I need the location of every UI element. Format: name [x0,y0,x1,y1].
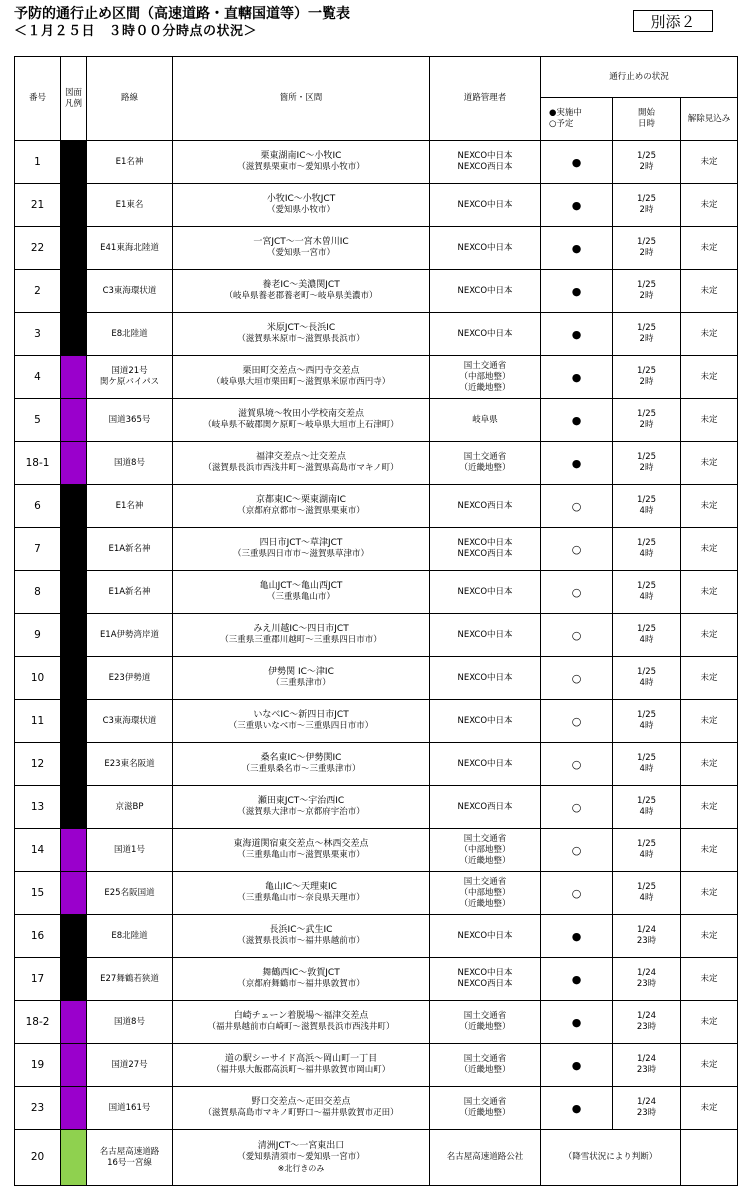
section-name: 清洲JCT～一宮東出口 [257,1141,345,1151]
legend-swatch-black [61,915,87,958]
start-datetime: 1/24 23時 [613,1087,681,1130]
row-number: 22 [15,227,61,270]
section-cell [173,657,430,700]
status-mark: ● [541,1087,613,1130]
road-manager: NEXCO中日本 [430,614,541,657]
table-row [15,485,738,528]
road-manager: 国土交通省 （近畿地整） [430,1087,541,1130]
section-cell [173,141,430,184]
section-area: （岐阜県不破郡関ケ原町～岐阜県大垣市上石津町） [203,420,399,430]
header-route: 路線 [87,57,173,141]
header-start: 開始 日時 [613,98,681,141]
road-manager: 国土交通省 （中部地整） （近畿地整） [430,356,541,399]
table-row [15,313,738,356]
table-row [15,614,738,657]
release-outlook: 未定 [681,399,738,442]
start-datetime: 1/24 23時 [613,1044,681,1087]
header-release: 解除見込み [681,98,738,141]
road-manager: 国土交通省 （近畿地整） [430,1001,541,1044]
start-datetime: 1/25 2時 [613,313,681,356]
start-datetime: 1/25 4時 [613,657,681,700]
legend-swatch-black [61,571,87,614]
row-number: 5 [15,399,61,442]
section-cell [173,743,430,786]
section-name: 小牧IC～小牧JCT [266,194,336,204]
row-number: 20 [15,1130,61,1186]
closure-table [14,56,738,1186]
row-number: 18-2 [15,1001,61,1044]
section-cell [173,442,430,485]
legend-swatch-black [61,184,87,227]
status-mark: ● [541,399,613,442]
section-cell [173,313,430,356]
status-mark: ● [541,313,613,356]
route-name: 国道27号 [87,1044,173,1087]
section-note: ※北行きのみ [277,1164,325,1173]
section-cell [173,227,430,270]
section-name: 福津交差点～辻交差点 [255,452,346,462]
status-mark: ○ [541,829,613,872]
legend-swatch-black [61,270,87,313]
release-outlook: 未定 [681,614,738,657]
table-row [15,184,738,227]
route-name: E8北陸道 [87,915,173,958]
table-row [15,356,738,399]
road-manager: 名古屋高速道路公社 [430,1130,541,1186]
row-number: 23 [15,1087,61,1130]
legend-swatch-purple [61,356,87,399]
section-name: 栗田町交差点～西円寺交差点 [242,366,360,376]
start-datetime: 1/25 4時 [613,571,681,614]
table-row [15,958,738,1001]
release-outlook: 未定 [681,485,738,528]
section-name: 亀山IC～天理東IC [265,882,337,892]
start-datetime: 1/25 2時 [613,184,681,227]
header-manager: 道路管理者 [430,57,541,141]
status-mark: ● [541,915,613,958]
row-number: 12 [15,743,61,786]
start-datetime: 1/25 4時 [613,872,681,915]
route-name: E1名神 [87,485,173,528]
row-number: 3 [15,313,61,356]
table-row [15,270,738,313]
row-number: 17 [15,958,61,1001]
start-datetime: 1/25 2時 [613,227,681,270]
section-area: （福井県越前市白崎町～滋賀県長浜市西浅井町） [207,1022,395,1032]
table-row [15,399,738,442]
status-mark: ○ [541,743,613,786]
table-row [15,743,738,786]
start-datetime: 1/25 2時 [613,141,681,184]
start-datetime: 1/24 23時 [613,915,681,958]
section-area: （福井県大飯郡高浜町～福井県敦賀市岡山町） [211,1065,391,1075]
release-outlook: 未定 [681,915,738,958]
release-outlook: 未定 [681,184,738,227]
section-name: 瀬田東JCT～宇治西IC [257,796,345,806]
start-datetime: 1/24 23時 [613,958,681,1001]
legend-swatch-black [61,743,87,786]
route-name: E25名阪国道 [87,872,173,915]
header-status: ●実施中 ○予定 [541,98,613,141]
section-area: （京都府京都市～滋賀県栗東市） [237,506,365,516]
release-outlook: 未定 [681,1001,738,1044]
page-subtitle: ＜１月２５日 ３時００分時点の状況＞ [14,24,258,39]
row-number: 13 [15,786,61,829]
route-name: C3東海環状道 [87,270,173,313]
section-cell [173,184,430,227]
release-outlook: 未定 [681,141,738,184]
section-cell [173,1087,430,1130]
section-name: 米原JCT～長浜IC [266,323,336,333]
legend-swatch-black [61,958,87,1001]
row-number: 18-1 [15,442,61,485]
table-row [15,700,738,743]
section-cell [173,356,430,399]
table-row [15,1130,738,1186]
legend-swatch-purple [61,1001,87,1044]
section-name: 桑名東IC～伊勢関IC [260,753,342,763]
section-area: （滋賀県栗東市～愛知県小牧市） [237,162,365,172]
release-outlook: 未定 [681,1087,738,1130]
road-manager: 国土交通省 （中部地整） （近畿地整） [430,829,541,872]
section-cell [173,1044,430,1087]
road-manager: NEXCO中日本 [430,227,541,270]
section-name: 亀山JCT～亀山西JCT [259,581,343,591]
start-datetime: 1/25 4時 [613,528,681,571]
road-manager: NEXCO中日本 [430,657,541,700]
section-cell [173,528,430,571]
start-datetime: 1/25 4時 [613,829,681,872]
release-outlook: 未定 [681,958,738,1001]
route-name: 国道8号 [87,442,173,485]
table-row [15,915,738,958]
route-name: C3東海環状道 [87,700,173,743]
release-outlook: 未定 [681,786,738,829]
section-area: （三重県桑名市～三重県津市） [241,764,361,774]
section-area: （岐阜県大垣市栗田町～滋賀県米原市西円寺） [211,377,391,387]
status-mark: ○ [541,657,613,700]
section-name: 京都東IC～栗東湖南IC [256,495,346,505]
section-area: （三重県三重郡川越町～三重県四日市市） [220,635,382,645]
route-name: E27舞鶴若狭道 [87,958,173,1001]
status-mark: ● [541,356,613,399]
status-mark: ○ [541,700,613,743]
status-mark: ○ [541,528,613,571]
road-manager: NEXCO中日本 NEXCO西日本 [430,958,541,1001]
row-number: 15 [15,872,61,915]
start-datetime: 1/25 2時 [613,399,681,442]
section-area: （滋賀県長浜市西浅井町～滋賀県高島市マキノ町） [203,463,399,473]
road-manager: NEXCO中日本 [430,743,541,786]
section-cell [173,1001,430,1044]
legend-swatch-purple [61,399,87,442]
route-name: 国道365号 [87,399,173,442]
release-outlook: 未定 [681,829,738,872]
section-cell [173,614,430,657]
route-name: E1A新名神 [87,571,173,614]
legend-swatch-black [61,313,87,356]
section-area: （愛知県一宮市） [266,248,335,258]
release-outlook [681,1130,738,1186]
legend-swatch-purple [61,1087,87,1130]
section-name: 野口交差点～疋田交差点 [251,1097,351,1107]
road-manager: NEXCO中日本 [430,270,541,313]
status-mark: ● [541,141,613,184]
release-outlook: 未定 [681,528,738,571]
status-mark: ○ [541,786,613,829]
section-area: （三重県四日市市～滋賀県草津市） [232,549,369,559]
table-row [15,1044,738,1087]
release-outlook: 未定 [681,743,738,786]
legend-swatch-purple [61,872,87,915]
table-row [15,442,738,485]
section-name: 白崎チェーン着脱場～福津交差点 [233,1011,369,1021]
road-manager: 国土交通省 （近畿地整） [430,1044,541,1087]
route-name: 国道21号 関ケ原バイパス [87,356,173,399]
status-mark: ○ [541,571,613,614]
section-name: 滋賀県境～牧田小学校南交差点 [237,409,364,419]
status-mark: ● [541,184,613,227]
row-number: 2 [15,270,61,313]
section-cell [173,786,430,829]
legend-swatch-green [61,1130,87,1186]
section-area: （三重県亀山市） [266,592,335,602]
table-row [15,528,738,571]
release-outlook: 未定 [681,657,738,700]
route-name: E41東海北陸道 [87,227,173,270]
section-cell [173,700,430,743]
table-row [15,829,738,872]
release-outlook: 未定 [681,872,738,915]
road-manager: NEXCO中日本 NEXCO西日本 [430,141,541,184]
section-area: （滋賀県大津市～京都府宇治市） [237,807,365,817]
legend-swatch-black [61,485,87,528]
start-datetime: 1/25 4時 [613,485,681,528]
legend-swatch-black [61,141,87,184]
header-section: 箇所・区間 [173,57,430,141]
status-mark: ● [541,227,613,270]
start-datetime: 1/25 2時 [613,442,681,485]
route-name: 国道1号 [87,829,173,872]
section-area: （三重県いなべ市～三重県四日市市） [228,721,374,731]
status-mark: ○ [541,485,613,528]
section-area: （三重県亀山市～奈良県天理市） [237,893,365,903]
row-number: 19 [15,1044,61,1087]
route-name: 国道8号 [87,1001,173,1044]
status-mark: ○ [541,872,613,915]
legend-swatch-black [61,786,87,829]
header-legend: 図面凡例 [61,57,87,141]
road-manager: NEXCO中日本 [430,915,541,958]
row-number: 21 [15,184,61,227]
road-manager: NEXCO中日本 [430,700,541,743]
start-datetime: 1/24 23時 [613,1001,681,1044]
section-cell [173,270,430,313]
section-name: 四日市JCT～草津JCT [259,538,343,548]
release-outlook: 未定 [681,442,738,485]
status-mark: ○ [541,614,613,657]
release-outlook: 未定 [681,571,738,614]
start-datetime: 1/25 4時 [613,614,681,657]
legend-swatch-purple [61,442,87,485]
status-mark: ● [541,270,613,313]
section-name: 舞鶴西IC～敦賀JCT [262,968,340,978]
section-name: 栗東湖南IC～小牧IC [260,151,342,161]
route-name: 国道161号 [87,1087,173,1130]
table-row [15,872,738,915]
legend-swatch-black [61,614,87,657]
road-manager: 国土交通省 （中部地整） （近畿地整） [430,872,541,915]
table-row [15,786,738,829]
section-cell [173,829,430,872]
legend-swatch-purple [61,1044,87,1087]
road-manager: 岐阜県 [430,399,541,442]
table-row [15,657,738,700]
road-manager: NEXCO西日本 [430,786,541,829]
section-name: みえ川越IC～四日市JCT [253,624,349,634]
legend-swatch-black [61,700,87,743]
section-area: （三重県亀山市～滋賀県栗東市） [237,850,365,860]
release-outlook: 未定 [681,227,738,270]
start-datetime: 1/25 2時 [613,270,681,313]
section-area: （京都府舞鶴市～福井県敦賀市） [237,979,365,989]
road-manager: NEXCO中日本 [430,313,541,356]
status-note: （降雪状況により判断） [541,1130,681,1186]
route-name: E1東名 [87,184,173,227]
row-number: 7 [15,528,61,571]
section-area: （愛知県小牧市） [266,205,335,215]
header-status-group: 通行止めの状況 [541,57,738,98]
table-row [15,1087,738,1130]
road-manager: NEXCO中日本 [430,571,541,614]
section-cell [173,958,430,1001]
row-number: 16 [15,915,61,958]
start-datetime: 1/25 4時 [613,743,681,786]
table-row [15,1001,738,1044]
row-number: 11 [15,700,61,743]
section-name: 養老IC～美濃関JCT [262,280,340,290]
road-manager: NEXCO中日本 [430,184,541,227]
section-name: いなべIC～新四日市JCT [253,710,349,720]
road-manager: 国土交通省 （近畿地整） [430,442,541,485]
section-cell [173,915,430,958]
header-number: 番号 [15,57,61,141]
release-outlook: 未定 [681,700,738,743]
legend-swatch-black [61,227,87,270]
status-mark: ● [541,958,613,1001]
section-cell [173,485,430,528]
table-row [15,141,738,184]
legend-swatch-purple [61,829,87,872]
row-number: 9 [15,614,61,657]
release-outlook: 未定 [681,270,738,313]
route-name: E1A伊勢湾岸道 [87,614,173,657]
row-number: 14 [15,829,61,872]
section-name: 道の駅シーサイド高浜～岡山町一丁目 [224,1054,378,1064]
route-name: E1A新名神 [87,528,173,571]
route-name: E23東名阪道 [87,743,173,786]
section-area: （滋賀県米原市～滋賀県長浜市） [237,334,365,344]
route-name: E8北陸道 [87,313,173,356]
road-manager: NEXCO中日本 NEXCO西日本 [430,528,541,571]
legend-swatch-black [61,657,87,700]
status-mark: ● [541,442,613,485]
row-number: 6 [15,485,61,528]
section-name: 伊勢関 IC～津IC [268,667,334,677]
route-name: 京滋BP [87,786,173,829]
section-cell [173,872,430,915]
start-datetime: 1/25 4時 [613,786,681,829]
route-name: E1名神 [87,141,173,184]
release-outlook: 未定 [681,313,738,356]
status-mark: ● [541,1044,613,1087]
section-cell [173,1130,430,1186]
row-number: 1 [15,141,61,184]
section-area: （滋賀県長浜市～福井県越前市） [237,936,365,946]
start-datetime: 1/25 4時 [613,700,681,743]
row-number: 10 [15,657,61,700]
status-mark: ● [541,1001,613,1044]
section-area: （滋賀県高島市マキノ町野口～福井県敦賀市疋田） [203,1108,399,1118]
road-manager: NEXCO西日本 [430,485,541,528]
section-name: 東海道関宿東交差点～林西交差点 [233,839,369,849]
start-datetime: 1/25 2時 [613,356,681,399]
legend-swatch-black [61,528,87,571]
section-name: 一宮JCT～一宮木曽川IC [253,237,349,247]
attachment-badge: 別添２ [633,10,713,32]
route-name: 名古屋高速道路 16号一宮線 [87,1130,173,1186]
section-name: 長浜IC～武生IC [269,925,333,935]
route-name: E23伊勢道 [87,657,173,700]
section-cell [173,399,430,442]
row-number: 4 [15,356,61,399]
row-number: 8 [15,571,61,614]
section-cell [173,571,430,614]
section-area: （三重県津市） [271,678,331,688]
release-outlook: 未定 [681,1044,738,1087]
table-row [15,227,738,270]
table-row [15,571,738,614]
release-outlook: 未定 [681,356,738,399]
page-title: 予防的通行止め区間（高速道路・直轄国道等）一覧表 [14,6,350,22]
section-area: （愛知県清須市～愛知県一宮市） [237,1152,365,1162]
section-area: （岐阜県養老郡養老町～岐阜県美濃市） [224,291,378,301]
